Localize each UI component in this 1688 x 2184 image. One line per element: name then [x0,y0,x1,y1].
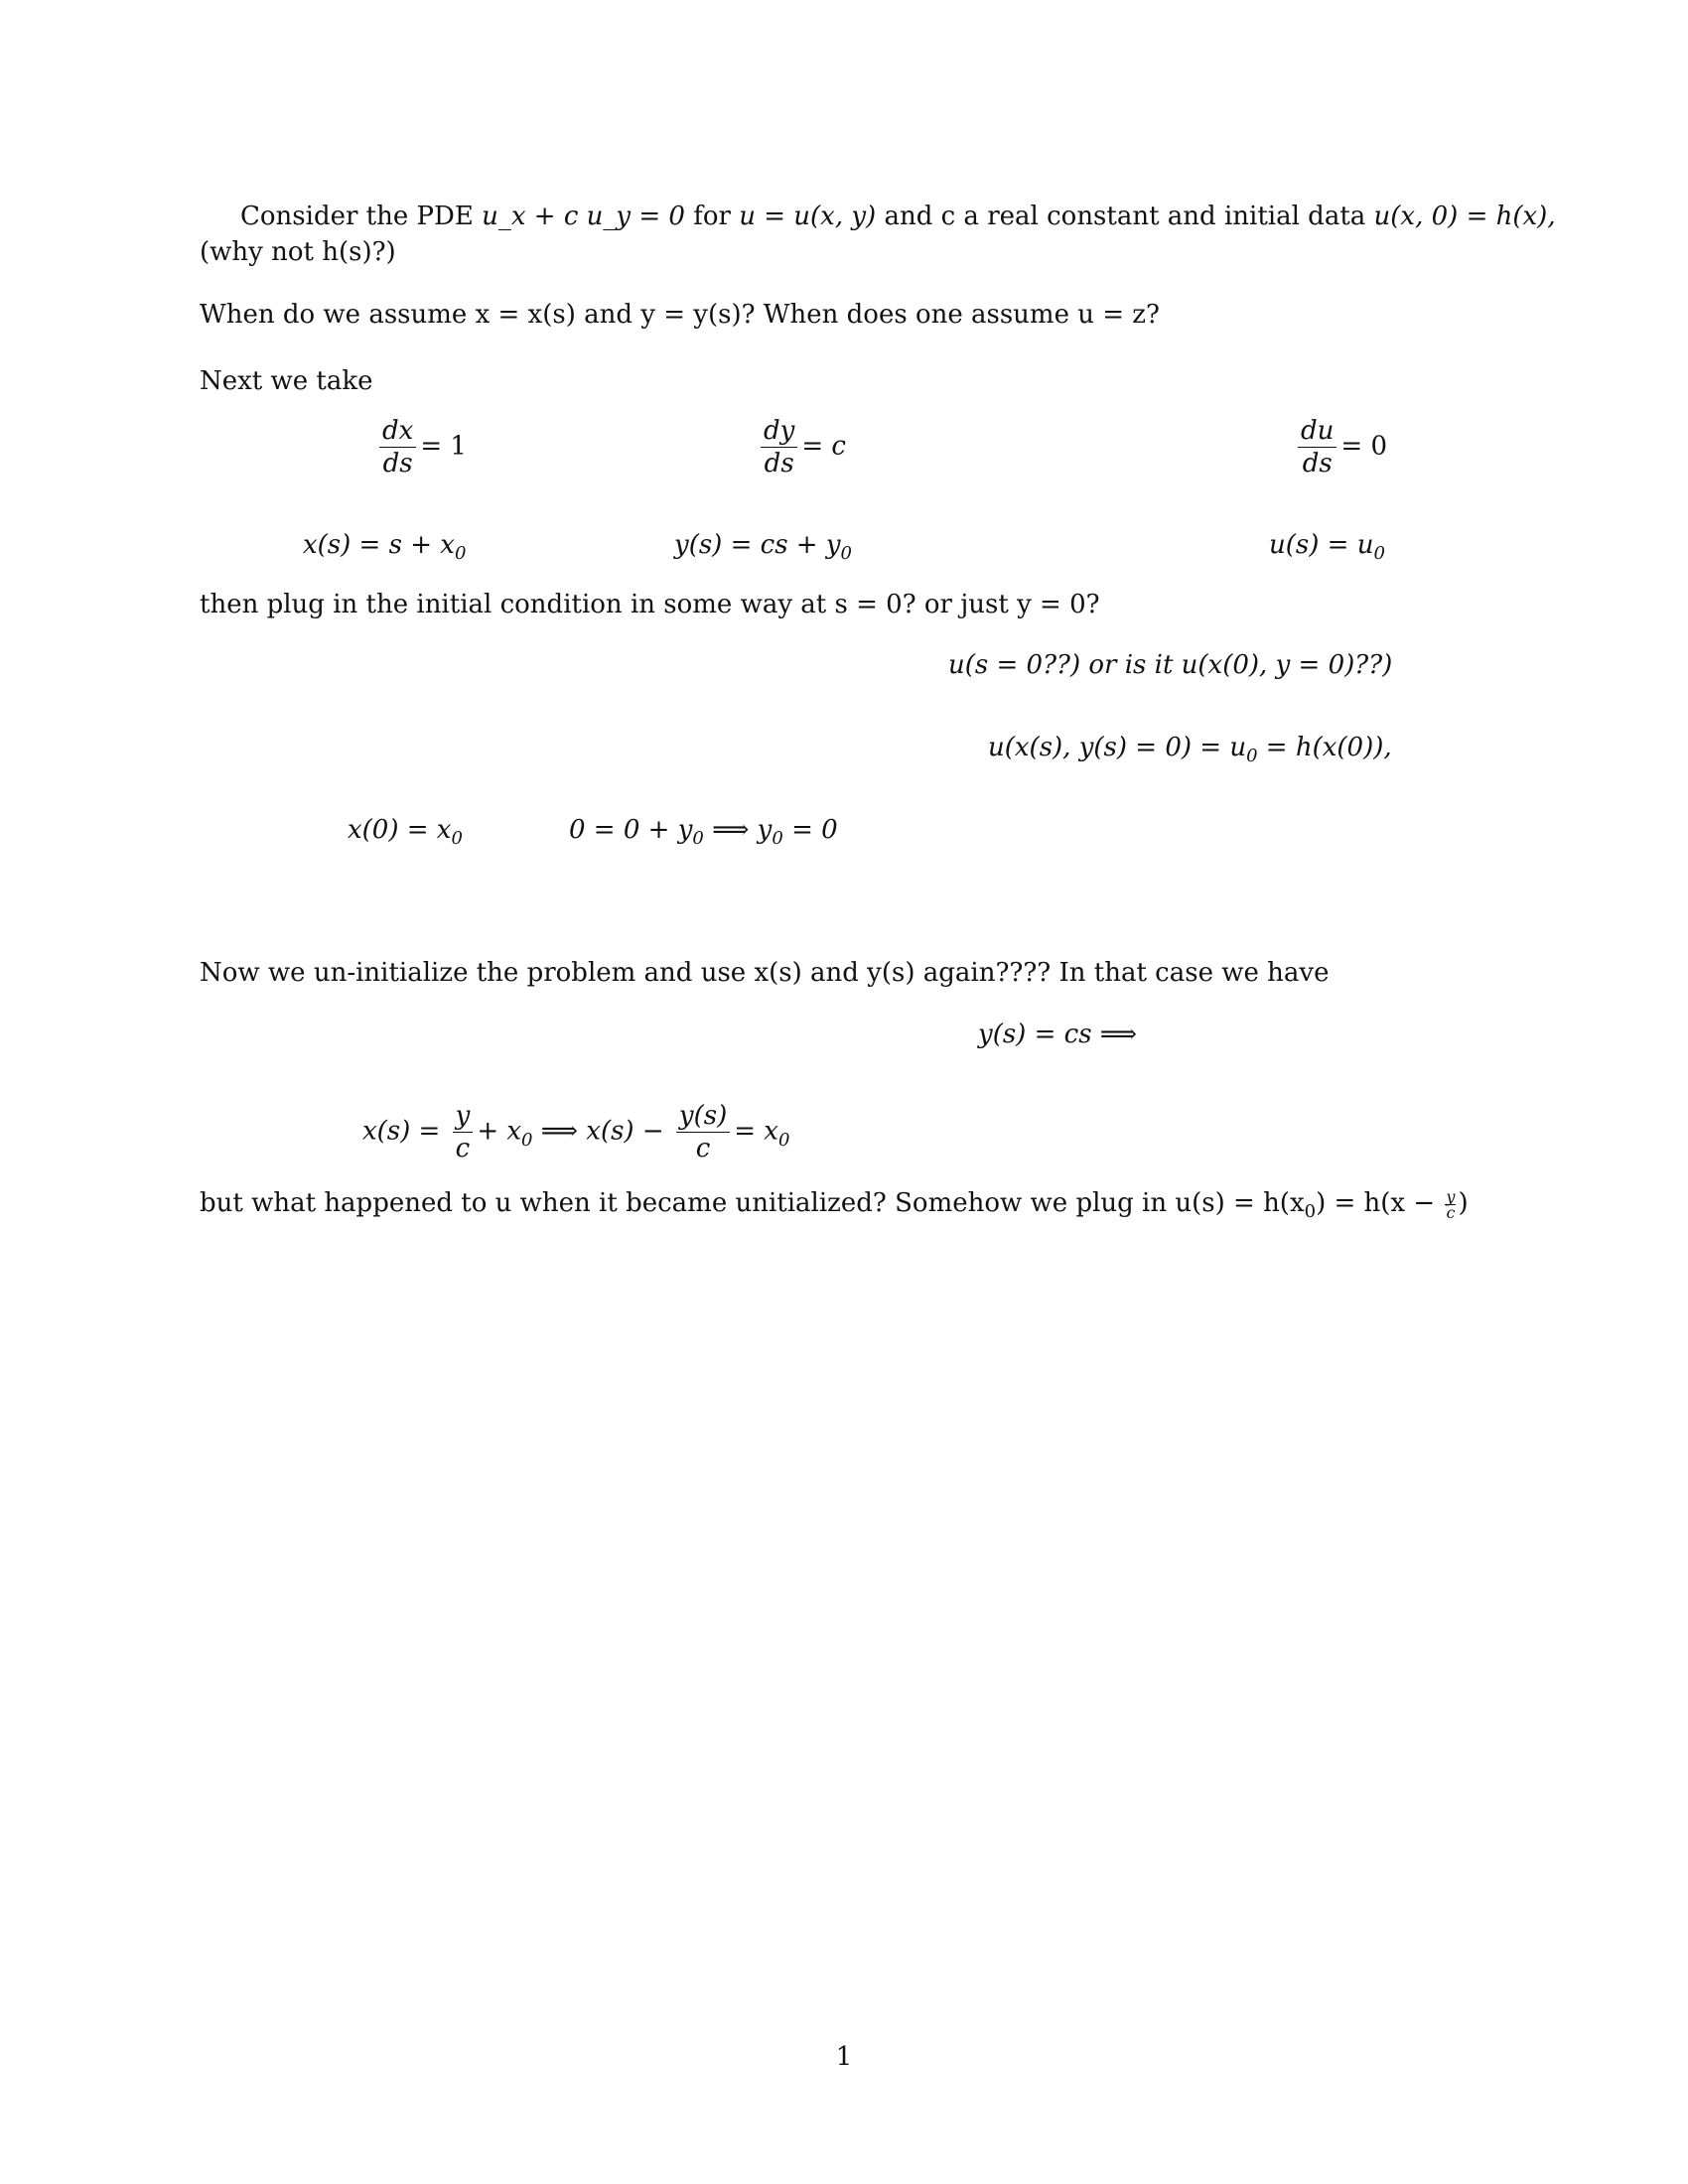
page-number: 1 [835,2042,853,2072]
xs-sub-1: 0 [521,1129,533,1151]
and-word: and [884,202,933,231]
xs-lhs: x(s) = [362,1116,441,1147]
x0-equation [348,813,463,850]
xs-implies: ⟹ x(s) − [532,1116,664,1147]
solution-u-sub: 0 [1373,543,1385,564]
initial-data: u(x, 0) = h(x), [1373,202,1556,231]
solution-x [303,528,466,565]
ode-du [1294,415,1387,479]
final-frac-num: y [1446,1186,1456,1206]
y0-eq-sub-a: 0 [692,828,704,849]
dx-numerator: dx [379,415,416,448]
xs-sub-2: 0 [777,1129,790,1151]
ode-dy [757,415,846,479]
u-eq-prefix: u(x(s), y(s) = 0) = u [988,733,1247,762]
intro-prefix: Consider the PDE [240,202,474,231]
final-frac [1445,1186,1456,1222]
x0-eq-sub: 0 [451,828,463,849]
solution-y-sub: 0 [840,543,852,564]
u-initial-equation [988,731,1392,767]
du-numerator: du [1298,415,1336,448]
y0-eq-a: 0 = 0 + y [569,815,693,845]
solution-x-text: x(s) = s + x [303,530,455,560]
plug-initial-condition-text: then plug in the initial condition in some way at s = 0? or just y = 0? [200,590,1100,619]
dy-numerator: dy [761,415,797,448]
dy-denominator: ds [764,449,794,478]
c-description: c a real constant and initial data [940,202,1366,231]
intro-line-2: (why not h(s)?) [200,237,396,267]
du-denominator: ds [1302,449,1333,478]
xs-frac-2 [676,1100,730,1164]
pde-equation: u_x + c u_y = 0 [482,202,685,231]
y0-eq-c: = 0 [782,815,838,845]
dy-rhs: = c [801,431,846,462]
y0-equation [569,813,838,850]
xs-frac1-num: y [453,1100,474,1133]
solution-y-text: y(s) = cs + y [674,530,841,560]
final-mid: ) = h(x − [1316,1188,1436,1218]
xs-frac2-num: y(s) [676,1100,730,1133]
y0-eq-b: ⟹ y [703,815,773,845]
xs-mid: + x [477,1116,522,1147]
dx-rhs: = 1 [420,431,467,462]
ys-equation: y(s) = cs ⟹ [978,1020,1138,1049]
solution-y [674,528,852,565]
solution-u [1269,528,1385,565]
uninitialize-text: Now we un-initialize the problem and use x(s) and y(s) again???? In that case we have [200,958,1330,988]
dx-denominator: ds [382,449,413,478]
final-sub: 0 [1304,1201,1317,1222]
u-definition: u = u(x, y) [739,202,877,231]
y0-eq-sub-b: 0 [772,828,783,849]
du-rhs: = 0 [1340,431,1387,462]
intro-line-1 [240,200,1556,233]
next-take-text: Next we take [200,366,373,396]
xs-frac-1 [453,1100,474,1164]
xs-frac1-den: c [455,1134,471,1163]
solution-x-sub: 0 [454,543,467,564]
solution-u-text: u(s) = u [1269,530,1374,560]
initial-condition-question: u(s = 0??) or is it u(x(0), y = 0)??) [948,650,1393,680]
ode-dx [375,415,467,479]
for-word: for [693,202,731,231]
xs-frac2-den: c [695,1134,711,1163]
xs-end: = x [734,1116,778,1147]
u-eq-sub: 0 [1246,746,1258,766]
assumption-question: When do we assume x = x(s) and y = y(s)? When does one assume u = z? [200,300,1160,330]
final-line-text: but what happened to u when it became unitialized? Somehow we plug in u(s) = h(x [200,1188,1305,1218]
final-frac-den: c [1446,1202,1456,1222]
x0-eq-text: x(0) = x [348,815,452,845]
final-end: ) [1458,1188,1469,1218]
xs-equation [362,1100,789,1164]
final-question-line [200,1186,1469,1223]
u-eq-suffix: = h(x(0)), [1257,733,1392,762]
